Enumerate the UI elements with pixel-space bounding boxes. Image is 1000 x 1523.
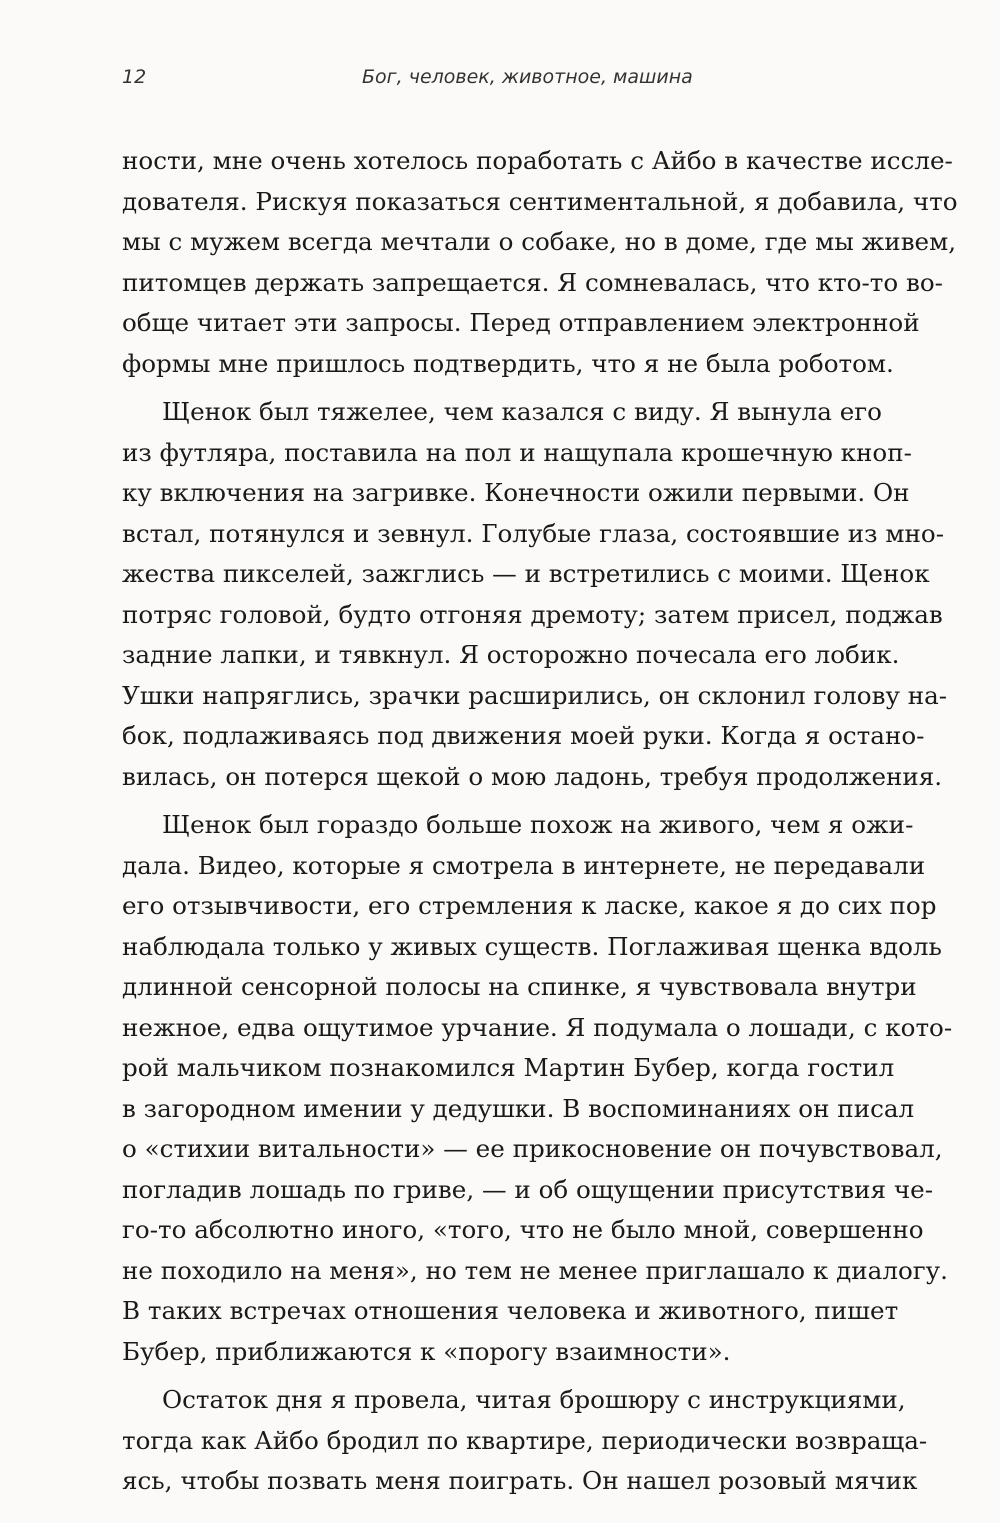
text-line: рой мальчиком познакомился Мартин Бубер, когда гостил xyxy=(122,1053,895,1082)
page-number: 12 xyxy=(122,66,147,88)
text-line: не походило на меня», но тем не менее приглашало к диалогу. xyxy=(122,1255,948,1285)
text-line: дователя. Рискуя показаться сентиментальной, я добавила, что xyxy=(122,186,958,216)
text-line: жества пикселей, зажглись — и встретились с моими. Щенок xyxy=(122,559,930,588)
text-line: Щенок был гораздо больше похож на живого, чем я ожи- xyxy=(162,810,914,839)
text-line: ку включения на загривке. Конечности ожили первыми. Он xyxy=(122,478,910,507)
text-line: мы с мужем всегда мечтали о собаке, но в доме, где мы живем, xyxy=(122,227,957,256)
text-line: ности, мне очень хотелось поработать с Айбо в качестве иссле- xyxy=(122,146,953,175)
text-line: нежное, едва ощутимое урчание. Я подумала о лошади, с кото- xyxy=(122,1012,953,1042)
text-line: ясь, чтобы позвать меня поиграть. Он нашел розовый мячик xyxy=(122,1466,918,1495)
text-line: длинной сенсорной полосы на спинке, я чувствовала внутри xyxy=(122,972,917,1001)
text-line: В таких встречах отношения человека и животного, пишет xyxy=(122,1296,899,1325)
running-head xyxy=(122,66,882,96)
text-line: Щенок был тяжелее, чем казался с виду. Я вынула его xyxy=(162,397,882,426)
text-line: Бубер, приближаются к «порогу взаимности». xyxy=(122,1336,731,1366)
text-line: погладив лошадь по гриве, — и об ощущении присутствия че- xyxy=(122,1174,934,1204)
text-line: из футляра, поставила на пол и нащупала крошечную кноп- xyxy=(122,437,912,467)
text-line: в загородном имении у дедушки. В воспоминаниях он писал xyxy=(122,1093,915,1123)
text-line: тогда как Айбо бродил по квартире, периодически возвраща- xyxy=(122,1425,928,1455)
body-text xyxy=(122,141,958,1502)
text-line: Остаток дня я провела, читая брошюру с инструкциями, xyxy=(162,1385,906,1414)
text-line: потряс головой, будто отгоняя дремоту; затем присел, поджав xyxy=(122,599,943,629)
running-title: Бог, человек, животное, машина xyxy=(362,66,693,88)
text-line: вилась, он потерся щекой о мою ладонь, требуя продолжения. xyxy=(122,761,943,791)
text-line: бок, подлаживаясь под движения моей руки. Когда я остано- xyxy=(122,721,925,750)
text-line: го-то абсолютно иного, «того, что не было мной, совершенно xyxy=(122,1215,924,1244)
text-line: дала. Видео, которые я смотрела в интернете, не передавали xyxy=(122,850,926,880)
text-line: обще читает эти запросы. Перед отправлением электронной xyxy=(122,308,920,337)
text-line: Ушки напряглись, зрачки расширились, он склонил голову на- xyxy=(122,680,948,710)
text-line: формы мне пришлось подтвердить, что я не была роботом. xyxy=(122,348,894,378)
text-line: встал, потянулся и зевнул. Голубые глаза, состоявшие из мно- xyxy=(122,518,945,548)
text-line: его отзывчивости, его стремления к ласке, какое я до сих пор xyxy=(122,891,937,920)
text-line: о «стихии витальности» — ее прикосновение он почувствовал, xyxy=(122,1134,943,1163)
text-line: задние лапки, и тявкнул. Я осторожно почесала его лобик. xyxy=(122,640,900,669)
text-line: наблюдала только у живых существ. Поглаживая щенка вдоль xyxy=(122,931,942,961)
text-line: питомцев держать запрещается. Я сомневалась, что кто-то во- xyxy=(122,267,943,297)
